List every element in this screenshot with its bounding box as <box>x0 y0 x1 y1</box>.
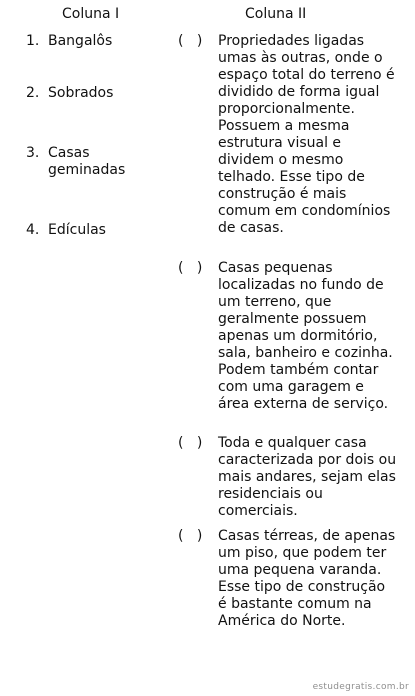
watermark: estudegratis.com.br <box>312 682 409 692</box>
item-label: Bangalôs <box>48 33 113 49</box>
answer-blank: ( ) <box>178 33 203 49</box>
answer-blank: ( ) <box>178 260 203 276</box>
statement-text: Casas térreas, de apenas um piso, que podem ter uma pequena varanda. Esse tipo de construção é bastante comum na América do Norte. <box>218 528 396 629</box>
item-number: 4. <box>26 222 40 238</box>
column-1-header: Coluna I <box>62 6 120 22</box>
answer-blank: ( ) <box>178 528 203 544</box>
item-number: 1. <box>26 33 40 49</box>
item-number: 3. <box>26 145 40 161</box>
column-2-header: Coluna II <box>245 6 307 22</box>
item-number: 2. <box>26 85 40 101</box>
answer-blank: ( ) <box>178 435 203 451</box>
statement-text: Toda e qualquer casa caracterizada por dois ou mais andares, sejam elas residenciais ou comerciais. <box>218 435 397 519</box>
item-label: Edículas <box>48 222 106 238</box>
item-label: Casas geminadas <box>48 145 126 178</box>
statement-text: Casas pequenas localizadas no fundo de um terreno, que geralmente possuem apenas um dormitório, sala, banheiro e cozinha. Podem também contar com uma garagem e área externa de serviço. <box>218 260 393 412</box>
statement-text: Propriedades ligadas umas às outras, onde o espaço total do terreno é dividido de forma igual proporcionalmente. Possuem a mesma estrutura visual e dividem o mesmo telhado. Esse tipo de construção é mais comum em condomínios de casas. <box>218 33 395 236</box>
item-label: Sobrados <box>48 85 114 101</box>
